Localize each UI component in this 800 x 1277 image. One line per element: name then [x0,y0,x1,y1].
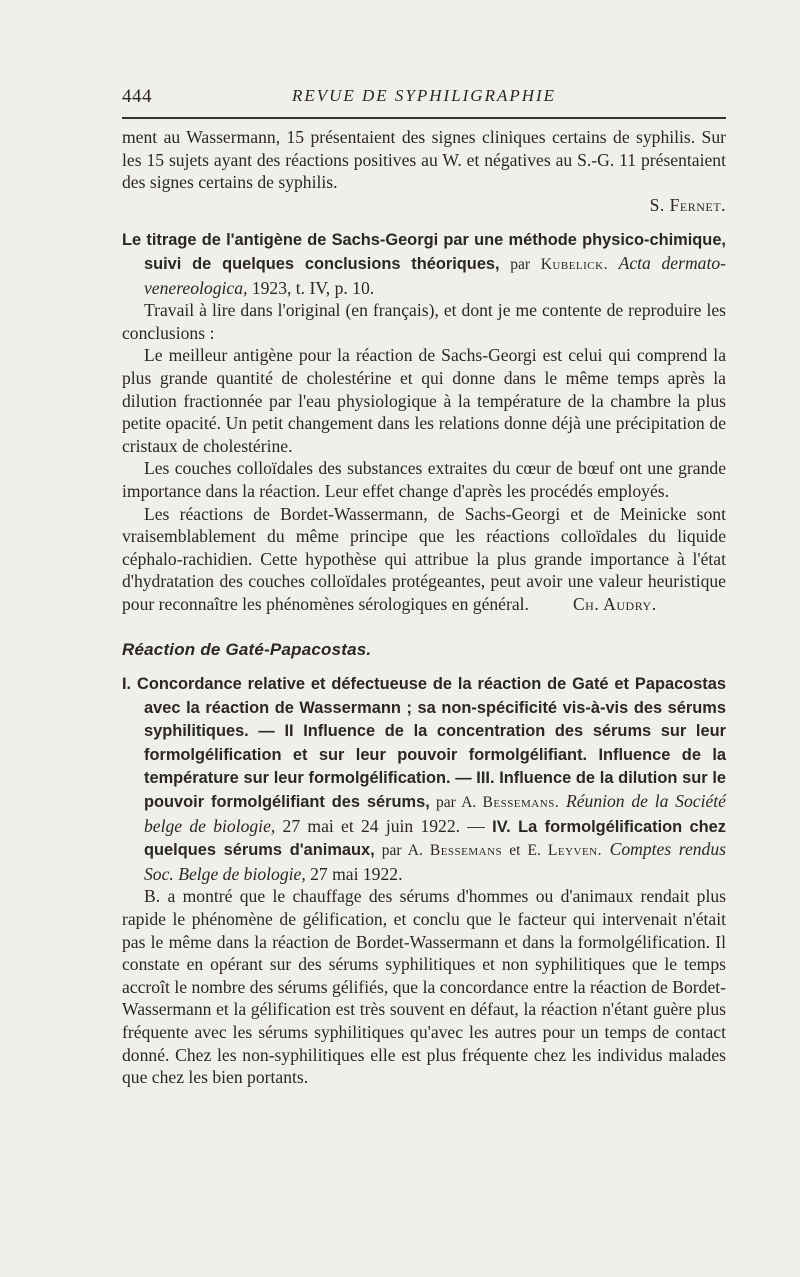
article-title-part: I. Concordance relative et défectueuse de la réaction de Gaté et Papacostas avec la réaction de Wassermann ; sa non-spécificité vis-à-vis des sérums syphilitiques. [122,675,726,741]
paragraph [122,503,726,616]
author-prefix: par [510,255,531,273]
author-prefix: par A. [374,842,430,860]
paragraph: Le meilleur antigène pour la réaction de Sachs-Georgi est celui qui comprend la plus grande quantité de cholestérine et qui donne dans le même temps après la dilution fractionnée par l'eau physiologique à la température de la chambre la plus petite opacité. Un petit changement dans les relations donne déjà une précipitation de cristaux de cholestérine. [122,345,726,456]
citation: 1923, t. IV, p. 10. [251,277,375,298]
author-conjunction: et E. [502,842,548,860]
author-name: Bessemans [429,842,503,860]
journal-name: Réunion de la Société belge de biologie, [144,791,726,836]
paragraph: Travail à lire dans l'original (en français), et dont je me contente de reproduire les conclusions : [122,300,726,343]
author-name: Leyven. [547,842,603,860]
signature-name: S. Fernet. [649,194,726,215]
header-rule [122,117,726,119]
paragraph-text: Les réactions de Bordet-Wassermann, de Sachs-Georgi et de Meinicke sont vraisemblablement du même principe que les réactions colloïdales du liquide céphalo-rachidien. Cette hypothèse qui attribue la plus grande importance à l'état d'hydratation des couches colloïdales protégeantes, peut avoir une valeur heuristique pour reconnaître les phénomènes sérologiques en général. [122,503,726,614]
citation: 27 mai 1922. [305,863,403,884]
page-header [122,86,726,114]
running-title: REVUE DE SYPHILIGRAPHIE [291,86,557,105]
article-title-part: III. Influence de la dilution sur le pouvoir formolgélifiant des sérums, [144,769,726,812]
author-name: Bessemans. [482,794,560,812]
article-heading [122,672,726,885]
page-number: 444 [122,86,152,107]
article-title-part: IV. La formolgélification chez quelques sérums d'animaux, [144,817,726,860]
author-name: Kubelick. [540,255,608,273]
signature-name: Ch. Audry. [572,593,657,614]
signature [122,194,726,217]
body-text [122,126,726,1089]
paragraph: Les couches colloïdales des substances extraites du cœur de bœuf ont une grande importance dans la réaction. Leur effet change d'après les procédés employés. [122,458,726,501]
journal-name: Acta dermato-venereologica, [144,252,726,298]
citation: 27 mai et 24 juin 1922. — [275,815,493,836]
section-title: Réaction de Gaté-Papacostas. [122,640,372,660]
article-title: Le titrage de l'antigène de Sachs-Georgi par une méthode physico-chimique, suivi de quelques conclusions théoriques, [122,231,726,273]
article-heading [122,228,726,299]
article-title-part: — II Influence de la concentration des sérums sur leur formolgélification et sur leur pouvoir formolgélifiant. Influence de la température sur leur formolgélification. — [144,722,726,788]
paragraph-continued: ment au Wassermann, 15 présentaient des signes cliniques certains de syphilis. Sur les 15 sujets ayant des réactions positives au W. et négatives au S.-G. 11 présentaient des signes certains de syphilis. [122,127,726,193]
paragraph: B. a montré que le chauffage des sérums d'hommes ou d'animaux rendait plus rapide le phénomène de gélification, et conclu que le facteur qui intervenait n'était pas le même dans la réaction de Bordet-Wassermann et dans la formolgélification. Il constate en opérant sur des sérums syphilitiques et non syphilitiques que le temps accroît le nombre des sérums gélifiés, que la concordance entre la réaction de Bordet-Wassermann et la gélification est très souvent en défaut, la réaction n'étant guère plus fréquente avec les sérums syphilitiques qu'avec les autres pour un temps de contact donné. Chez les non-syphilitiques elle est plus fréquente chez les individus malades que chez les bien portants. [122,886,726,1088]
author-prefix: par A. [429,794,483,812]
journal-name: Comptes rendus Soc. Belge de biologie, [144,839,726,884]
